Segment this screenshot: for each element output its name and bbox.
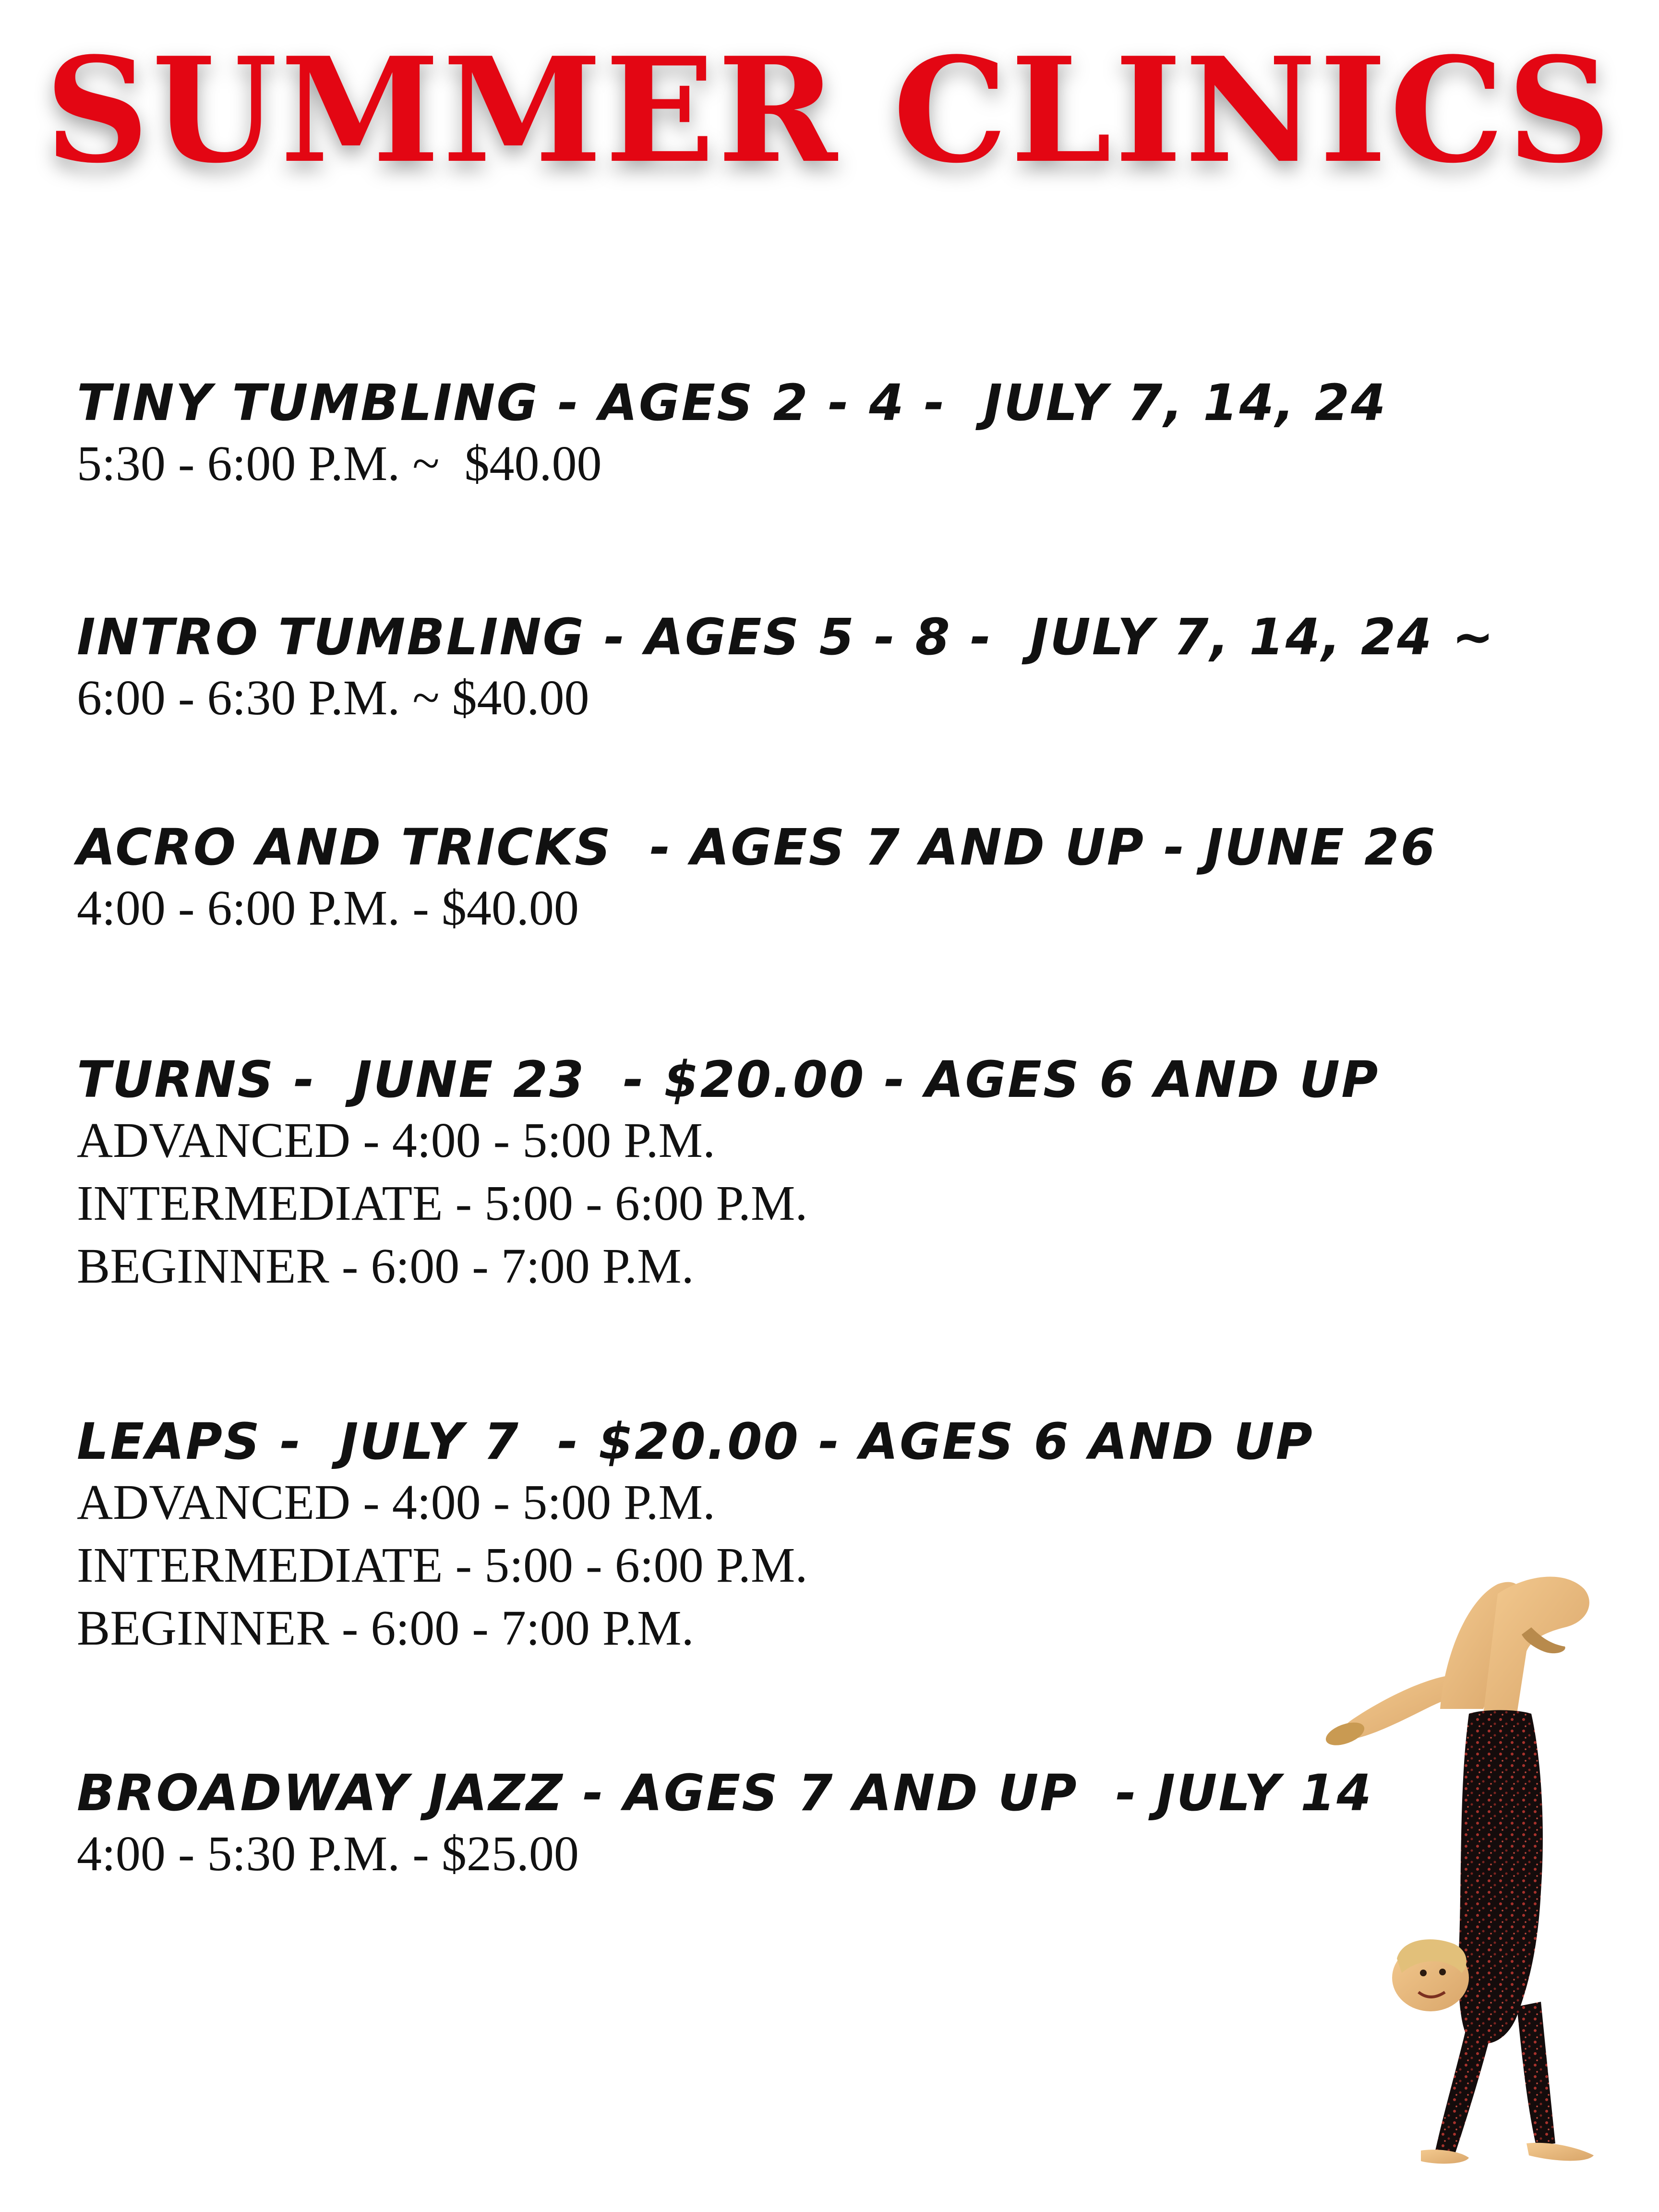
clinic-detail: ADVANCED - 4:00 - 5:00 P.M.: [77, 1112, 715, 1168]
clinic-leaps: [77, 1413, 1373, 1659]
clinic-detail: 4:00 - 5:30 P.M. - $25.00: [77, 1826, 579, 1881]
clinic-broadway-jazz: [77, 1765, 1373, 1885]
clinic-heading: LEAPS - JULY 7 - $20.00 - AGES 6 AND UP: [77, 1412, 1314, 1471]
clinic-heading: INTRO TUMBLING - AGES 5 - 8 - JULY 7, 14, 24 ~: [77, 608, 1495, 666]
title-word-clinics: CLINICS: [893, 25, 1614, 195]
clinic-detail: 6:00 - 6:30 P.M. ~ $40.00: [77, 670, 589, 725]
clinic-heading: TURNS - JUNE 23 - $20.00 - AGES 6 AND UP: [77, 1050, 1380, 1109]
clinic-heading: BROADWAY JAZZ - AGES 7 AND UP - JULY 14: [77, 1764, 1373, 1822]
gymnast-handstand-photo: [1325, 1555, 1632, 2194]
clinic-detail: BEGINNER - 6:00 - 7:00 P.M.: [77, 1600, 694, 1656]
clinic-detail: 4:00 - 6:00 P.M. - $40.00: [77, 880, 579, 936]
clinic-detail: INTERMEDIATE - 5:00 - 6:00 P.M.: [77, 1175, 808, 1231]
clinic-detail: ADVANCED - 4:00 - 5:00 P.M.: [77, 1474, 715, 1530]
clinic-tiny-tumbling: [77, 373, 1387, 495]
clinic-intro-tumbling: [77, 608, 1495, 729]
page-title: [0, 25, 1659, 195]
clinic-detail: BEGINNER - 6:00 - 7:00 P.M.: [77, 1238, 694, 1294]
clinic-acro-and-tricks: [77, 818, 1437, 939]
clinic-heading: TINY TUMBLING - AGES 2 - 4 - JULY 7, 14, 24: [77, 373, 1387, 432]
clinic-detail: INTERMEDIATE - 5:00 - 6:00 P.M.: [77, 1537, 808, 1593]
clinic-heading: ACRO AND TRICKS - AGES 7 AND UP - JUNE 26: [77, 818, 1437, 877]
title-word-summer: SUMMER: [45, 25, 841, 195]
clinic-turns: [77, 1050, 1380, 1298]
clinic-detail: 5:30 - 6:00 P.M. ~ $40.00: [77, 435, 602, 491]
